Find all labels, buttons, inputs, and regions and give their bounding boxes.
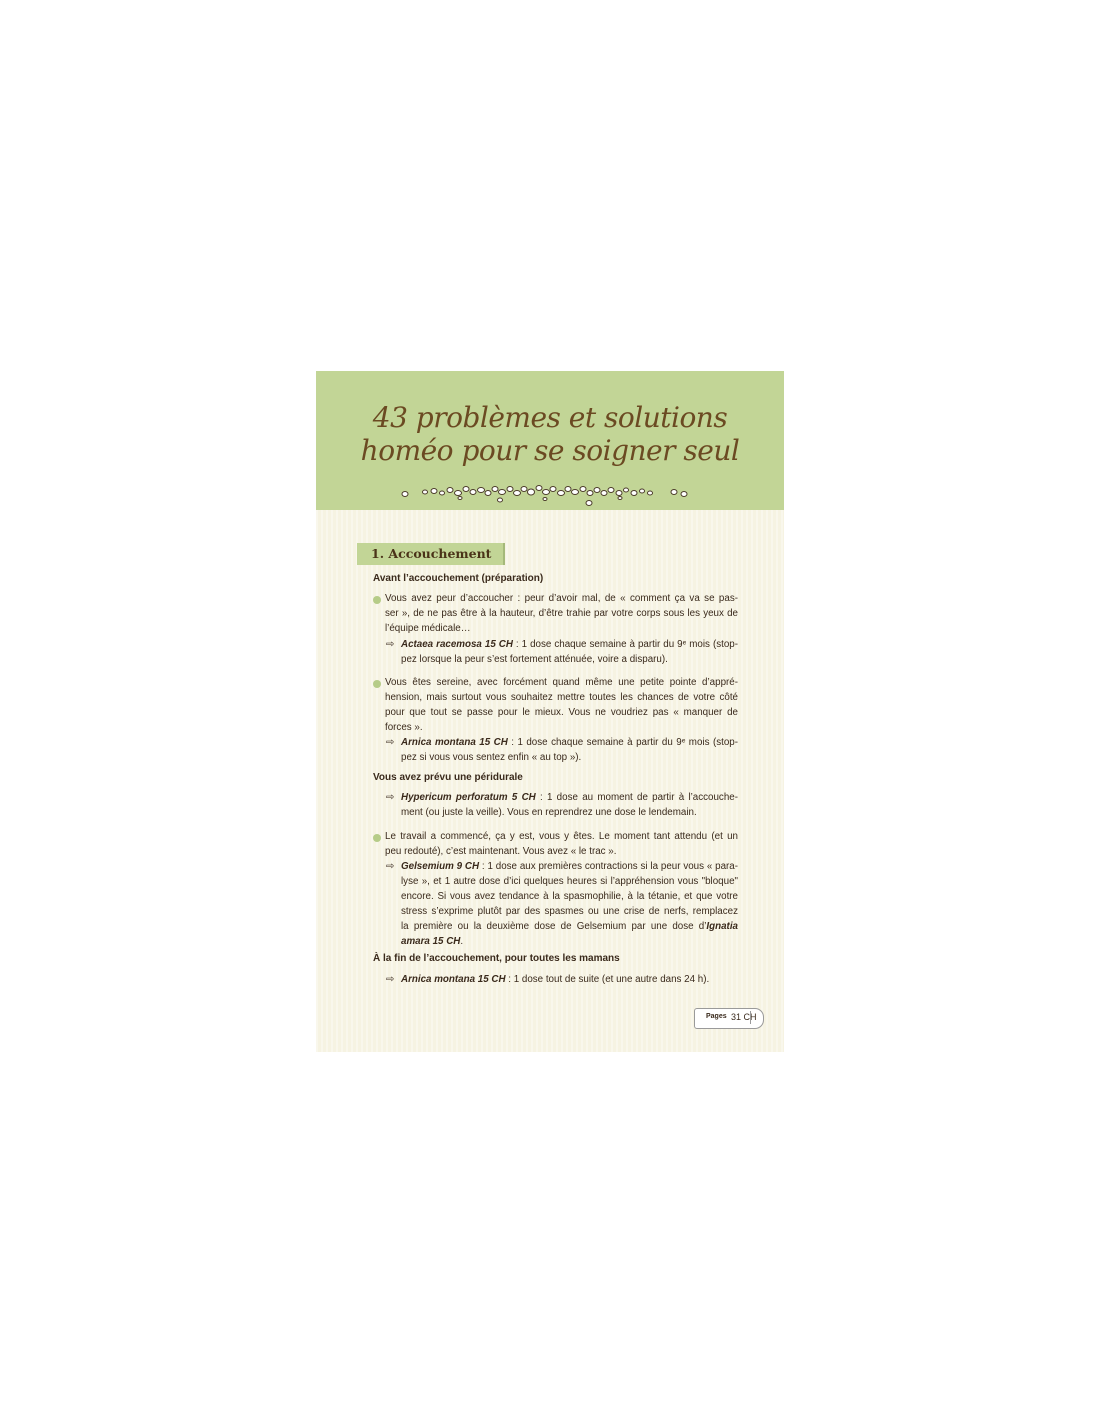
text-line: ser », de ne pas être à la hauteur, d’être trahie par votre corps sous les yeux de (385, 608, 738, 619)
subheading-epidural: Vous avez prévu une péridurale (373, 772, 523, 783)
remedy-name: Hypericum perforatum 5 CH (401, 792, 536, 803)
text-line: pez si vous vous sentez enfin « au top »). (401, 752, 582, 763)
remedy-text: : 1 dose chaque semaine à partir du 9ᵉ mois (stop- (507, 737, 739, 748)
remedy-text: la première ou la deuxième dose de Gelsemium par une dose d’ (401, 921, 707, 932)
subheading-end: À la fin de l’accouchement, pour toutes les mamans (373, 953, 620, 964)
remedy-text: . (460, 936, 464, 947)
bullet-icon (373, 834, 381, 842)
remedy-name: Arnica montana 15 CH (401, 974, 506, 985)
arrow-icon: ⇨ (386, 792, 395, 803)
arrow-icon: ⇨ (386, 974, 395, 985)
remedy-paragraph-5 (401, 972, 738, 987)
text-line: Vous êtes sereine, avec forcément quand même une petite pointe d’appré- (385, 677, 738, 688)
page-number: 31 CH (731, 1012, 757, 1022)
book-page (316, 371, 784, 1052)
remedy-paragraph-1 (401, 637, 738, 667)
text-line: stress s’exprime plutôt par des spasmes ou une crise de nerfs, remplacez (401, 906, 738, 917)
arrow-icon: ⇨ (386, 639, 395, 650)
bullet-icon (373, 596, 381, 604)
text-line: pez lorsque la peur s’est fortement atténuée, voire a disparu). (401, 654, 668, 665)
remedy-paragraph-4 (401, 859, 738, 949)
bullet-icon (373, 680, 381, 688)
remedy-text: : 1 dose chaque semaine à partir du 9ᵉ mois (stop- (512, 639, 738, 650)
section-heading (357, 543, 505, 565)
subheading-before: Avant l’accouchement (préparation) (373, 573, 544, 584)
text-line: peu redouté), c’est maintenant. Vous avez « le trac ». (385, 846, 617, 857)
bullet-paragraph-1 (385, 591, 738, 636)
remedy-text: : 1 dose tout de suite (et une autre dans 24 h). (505, 974, 710, 985)
remedy-paragraph-2 (401, 735, 738, 765)
text-line: hension, mais surtout vous souhaitez mettre toutes les chances de votre côté (385, 692, 738, 703)
title-line-2: homéo pour se soigner seul (360, 434, 740, 467)
remedy-text: : 1 dose aux premières contractions si la peur vous « para- (479, 861, 739, 872)
remedy-name: Ignatia (706, 921, 738, 932)
text-line: ment (ou juste la veille). Vous en reprendrez une dose le lendemain. (401, 807, 697, 818)
arrow-icon: ⇨ (386, 737, 395, 748)
text-line: l’équipe médicale… (385, 623, 471, 634)
title-line-1: 43 problèmes et solutions (372, 401, 728, 434)
remedy-name: Actaea racemosa 15 CH (401, 639, 513, 650)
remedy-paragraph-3 (401, 790, 738, 820)
arrow-icon: ⇨ (386, 861, 395, 872)
title-banner (316, 371, 784, 510)
section-heading-text: 1. Accouchement (371, 546, 492, 561)
remedy-name: amara 15 CH (401, 936, 461, 947)
text-line: pour que tout se passe pour le mieux. Vous ne voudriez pas « manquer de (385, 707, 738, 718)
tube-cap-icon (750, 1011, 761, 1024)
page-tab-label: Pages (706, 1013, 727, 1020)
text-line: lyse », et 1 autre dose d’ici quelques heures si l’appréhension vous "bloque" (401, 876, 738, 887)
bullet-paragraph-3 (385, 829, 738, 859)
pebbles-decoration (400, 479, 700, 509)
text-line: forces ». (385, 722, 423, 733)
remedy-name: Arnica montana 15 CH (401, 737, 508, 748)
text-line: encore. Si vous avez tendance à la spasmophilie, à la tétanie, et que votre (401, 891, 738, 902)
text-line: Le travail a commencé, ça y est, vous y êtes. Le moment tant attendu (et un (385, 831, 738, 842)
remedy-name: Gelsemium 9 CH (401, 861, 480, 872)
page-number-tab (694, 1008, 764, 1029)
bullet-paragraph-2 (385, 675, 738, 735)
remedy-text: : 1 dose au moment de partir à l’accouche- (535, 792, 738, 803)
text-line: Vous avez peur d’accoucher : peur d’avoir mal, de « comment ça va se pas- (385, 593, 738, 604)
